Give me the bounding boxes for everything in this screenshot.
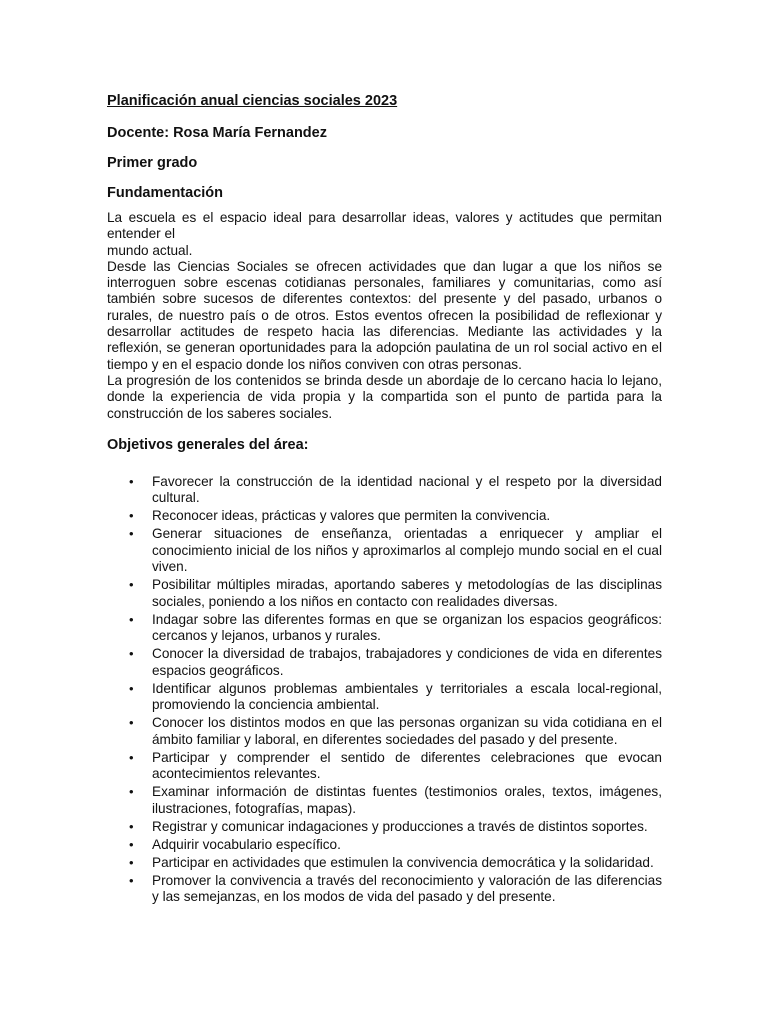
- objetivo-text: Examinar información de distintas fuentes (testimonios orales, textos, imágenes, ilustraciones, fotografías, mapas).: [152, 784, 662, 816]
- teacher-line: Docente: Rosa María Fernandez: [107, 125, 327, 141]
- fundamentacion-paragraph-2: Desde las Ciencias Sociales se ofrecen actividades que dan lugar a que los niños se interroguen sobre escenas cotidianas personales, familiares y comunitarias, como así también sobre sucesos de diferentes contextos: del presente y del pasado, urbanos o rurales, de nuestro país o de otros. Estos eventos ofrecen la posibilidad de reflexionar y desarrollar actitudes de respeto hacia las diferencias. Mediante las actividades y la reflexión, se generan oportunidades para la adopción paulatina de un rol social activo en el tiempo y en el espacio donde los niños conviven con otras personas.: [107, 258, 662, 372]
- objetivo-text: Identificar algunos problemas ambientales y territoriales a escala local-regional, promoviendo la conciencia ambiental.: [152, 680, 662, 713]
- bullet-icon: •: [129, 473, 134, 489]
- objetivo-text: Participar y comprender el sentido de diferentes celebraciones que evocan acontecimientos relevantes.: [152, 749, 662, 782]
- bullet-icon: •: [129, 818, 134, 834]
- list-item: [107, 819, 662, 836]
- document-title: Planificación anual ciencias sociales 2023: [107, 93, 398, 109]
- bullet-icon: •: [129, 872, 134, 888]
- objetivo-text: Indagar sobre las diferentes formas en que se organizan los espacios geográficos: cercanos y lejanos, urbanos y rurales.: [152, 611, 662, 644]
- objetivo-text: Reconocer ideas, prácticas y valores que permiten la convivencia.: [152, 508, 551, 524]
- grade-line: Primer grado: [107, 155, 198, 171]
- bullet-icon: •: [129, 508, 134, 524]
- bullet-icon: •: [129, 854, 134, 870]
- list-item: [107, 612, 662, 645]
- list-item: [107, 855, 662, 872]
- objetivos-list: [107, 474, 662, 906]
- objetivo-text: Generar situaciones de enseñanza, orientadas a enriquecer y ampliar el conocimiento inicial de los niños y aproximarlos al complejo mundo social en el cual viven.: [152, 526, 662, 575]
- objetivo-text: Registrar y comunicar indagaciones y producciones a través de distintos soportes.: [152, 818, 648, 834]
- bullet-icon: •: [129, 680, 134, 696]
- objetivo-text: Conocer la diversidad de trabajos, trabajadores y condiciones de vida en diferentes espacios geográficos.: [152, 646, 662, 678]
- objetivo-text: Conocer los distintos modos en que las personas organizan su vida cotidiana en el ámbito familiar y laboral, en diferentes sociedades del pasado y del presente.: [152, 715, 662, 747]
- list-item: [107, 715, 662, 748]
- fundamentacion-paragraph-1-line-2: mundo actual.: [107, 242, 193, 258]
- objetivo-text: Posibilitar múltiples miradas, aportando saberes y metodologías de las disciplinas sociales, poniendo a los niños en contacto con realidades diversas.: [152, 577, 662, 609]
- list-item: [107, 837, 662, 854]
- list-item: [107, 784, 662, 817]
- objetivo-text: Participar en actividades que estimulen la convivencia democrática y la solidaridad.: [152, 854, 654, 870]
- bullet-icon: •: [129, 526, 134, 542]
- list-item: [107, 508, 662, 525]
- objetivo-text: Adquirir vocabulario específico.: [152, 836, 341, 852]
- fundamentacion-paragraph-3: La progresión de los contenidos se brinda desde un abordaje de lo cercano hacia lo lejano, donde la experiencia de vida propia y la compartida son el punto de partida para la construcción de los saberes sociales.: [107, 372, 662, 421]
- bullet-icon: •: [129, 749, 134, 765]
- bullet-icon: •: [129, 646, 134, 662]
- objetivos-heading: Objetivos generales del área:: [107, 436, 309, 453]
- document-page: [107, 92, 662, 907]
- bullet-icon: •: [129, 784, 134, 800]
- list-item: [107, 750, 662, 783]
- bullet-icon: •: [129, 715, 134, 731]
- bullet-icon: •: [129, 836, 134, 852]
- bullet-icon: •: [129, 611, 134, 627]
- list-item: [107, 873, 662, 906]
- fundamentacion-paragraph-1-line-1: La escuela es el espacio ideal para desarrollar ideas, valores y actitudes que permitan entender el: [107, 210, 662, 242]
- fundamentacion-heading: Fundamentación: [107, 185, 224, 201]
- fundamentacion-section: [107, 210, 662, 422]
- bullet-icon: •: [129, 577, 134, 593]
- list-item: [107, 646, 662, 679]
- objetivo-text: Favorecer la construcción de la identidad nacional y el respeto por la diversidad cultural.: [152, 473, 662, 506]
- list-item: [107, 474, 662, 507]
- list-item: [107, 526, 662, 576]
- objetivo-text: Promover la convivencia a través del reconocimiento y valoración de las diferencias y las semejanzas, en los modos de vida del pasado y del presente.: [152, 872, 662, 905]
- list-item: [107, 577, 662, 610]
- list-item: [107, 681, 662, 714]
